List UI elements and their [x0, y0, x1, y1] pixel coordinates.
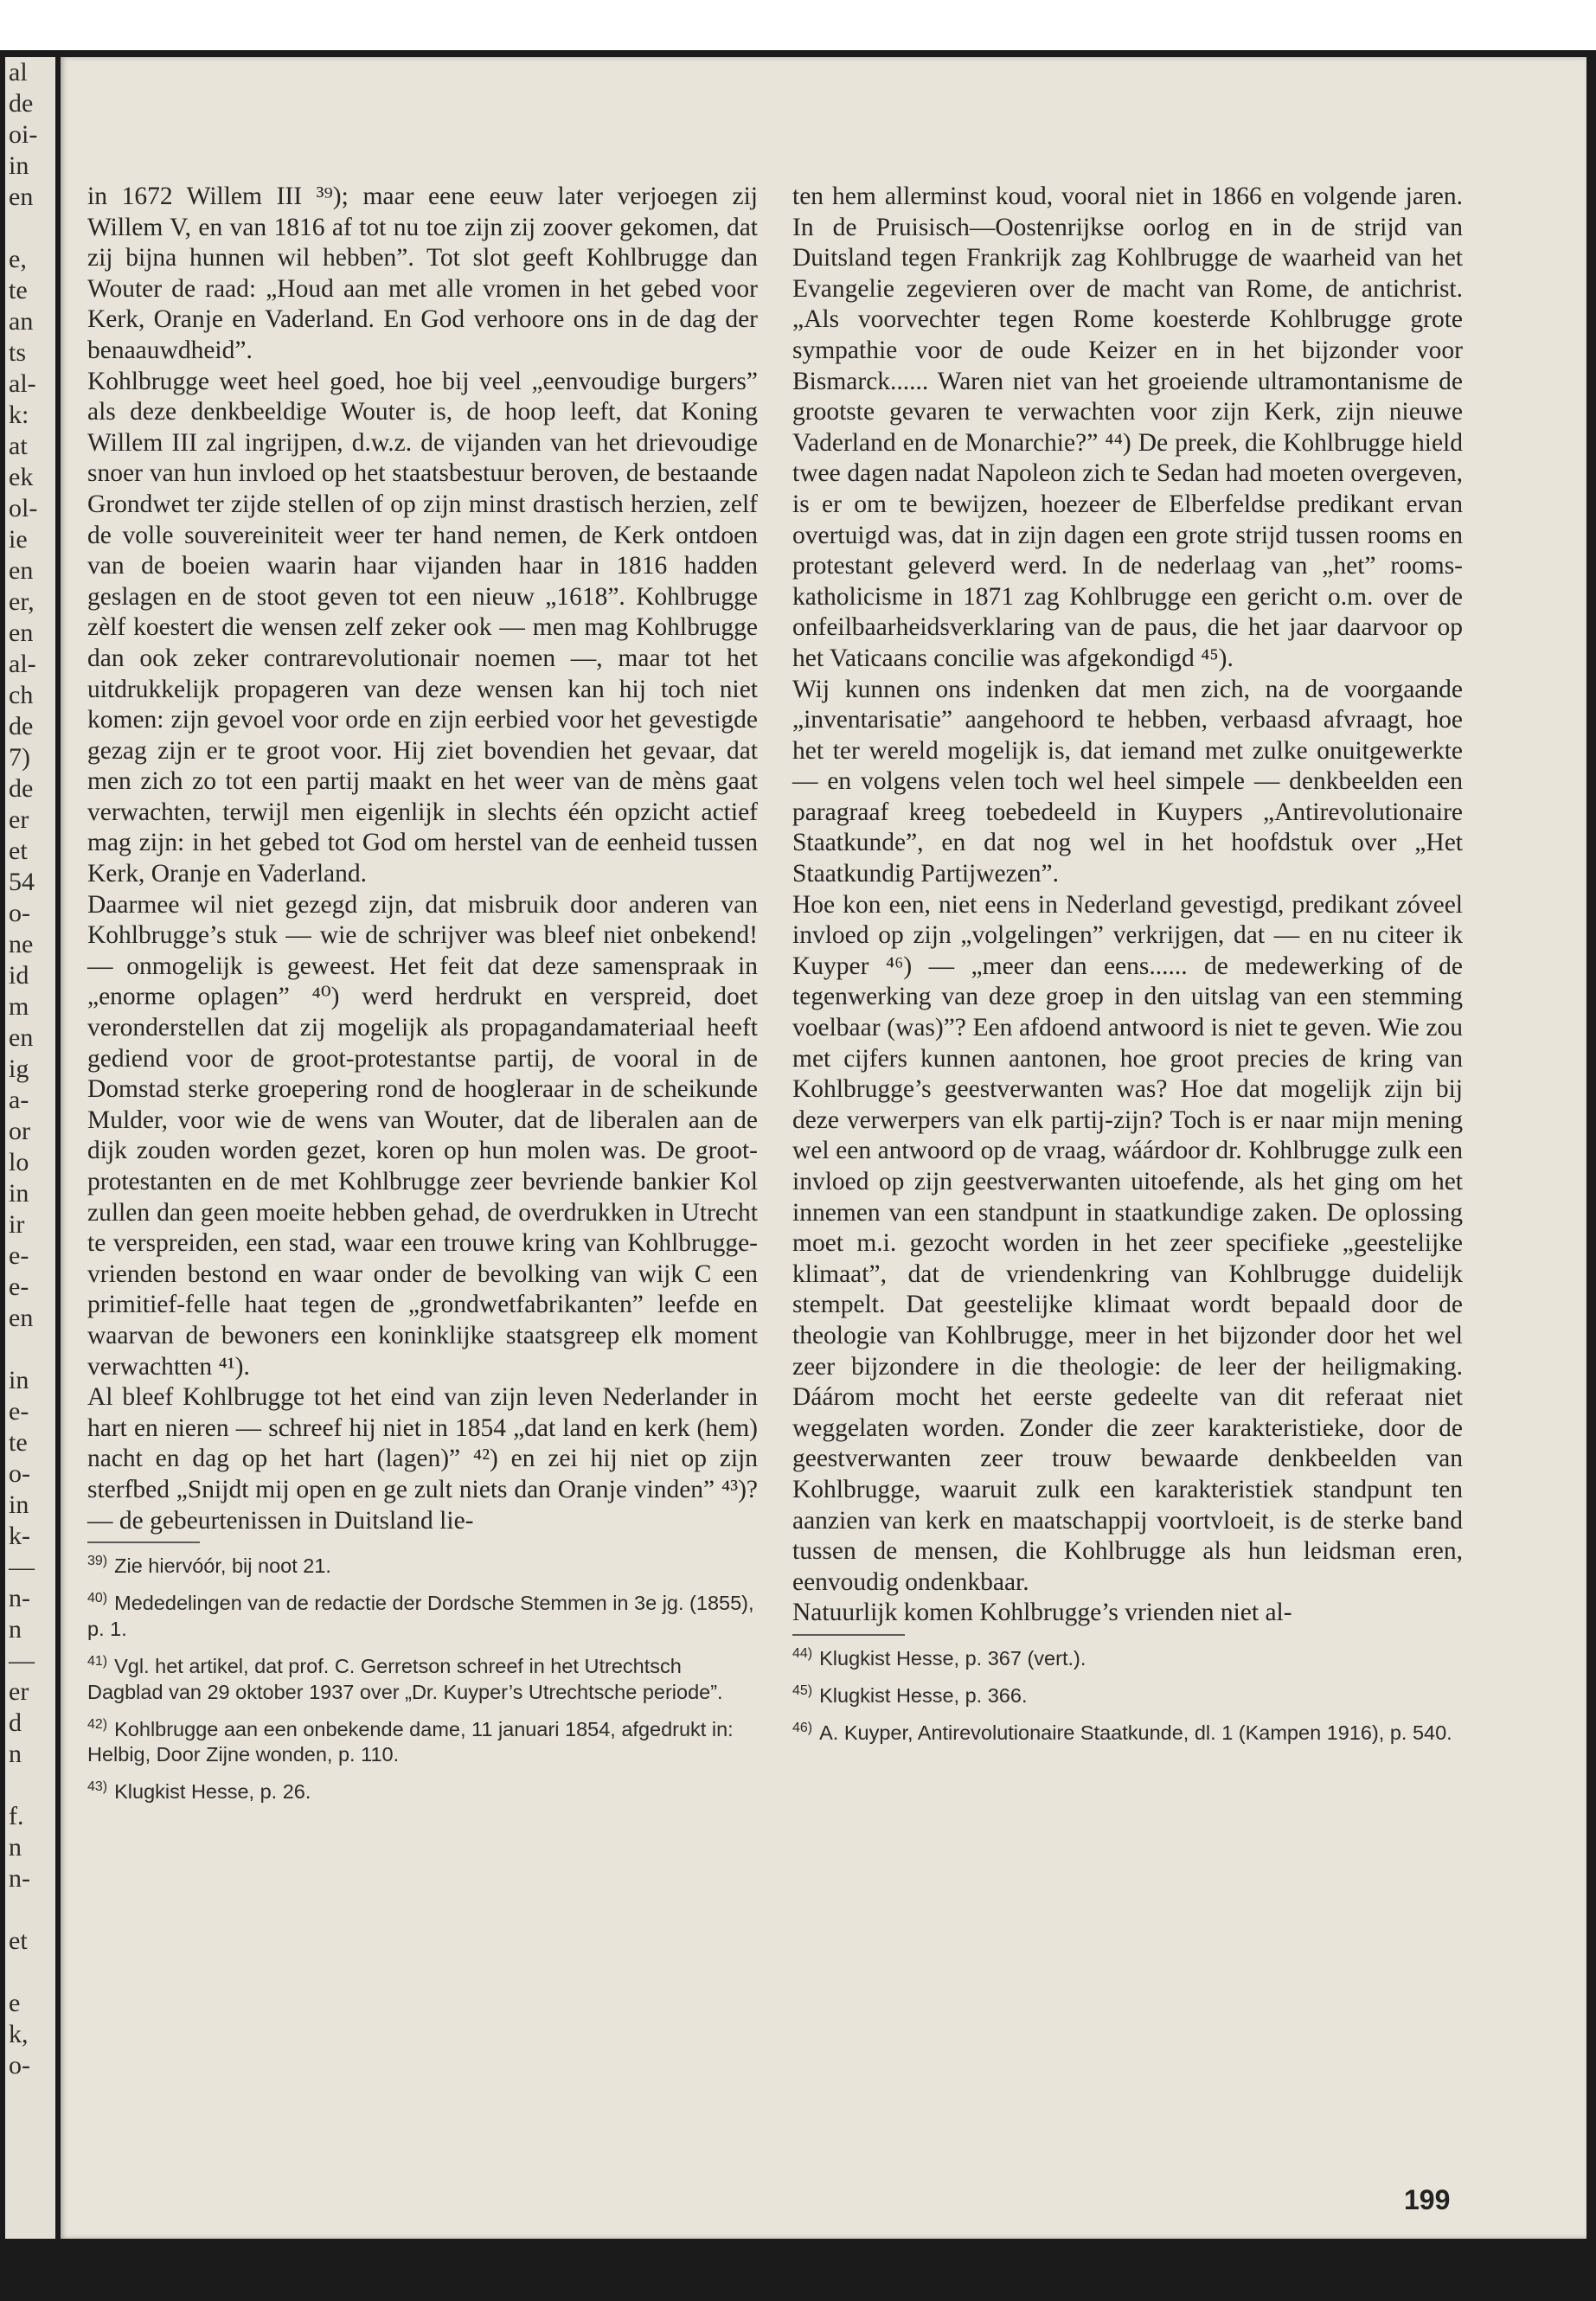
previous-page-fragment: ie	[9, 525, 28, 554]
previous-page-fragment: in	[9, 151, 29, 180]
previous-page-fragment: en	[9, 183, 34, 211]
previous-page-fragment: an	[9, 307, 34, 336]
previous-page-fragment: a-	[9, 1086, 29, 1114]
previous-page-fragment: ne	[9, 930, 34, 958]
footnote-44	[792, 1641, 1463, 1671]
footnote-text: Vgl. het artikel, dat prof. C. Gerretson schreef in het Utrechtsch Dagblad van 29 oktober 1937 over „Dr. Kuyper’s Utrechtsche periode”.	[87, 1654, 723, 1703]
footnote-number: 41)	[87, 1653, 108, 1669]
footnote-42	[87, 1712, 758, 1768]
previous-page-fragment: k,	[9, 2020, 29, 2048]
previous-page-fragment: n	[9, 1740, 22, 1768]
previous-page-fragment: e-	[9, 1272, 29, 1301]
page-number: 199	[1404, 2184, 1451, 2215]
right-column	[792, 182, 1463, 1752]
previous-page-fragment: al-	[9, 650, 36, 678]
footnote-text: A. Kuyper, Antirevolutionaire Staatkunde, dl. 1 (Kampen 1916), p. 540.	[819, 1721, 1452, 1744]
previous-page-fragment: en	[9, 556, 34, 585]
book-page	[61, 57, 1586, 2239]
footnote-39	[87, 1548, 758, 1579]
previous-page-fragment: o-	[9, 1459, 30, 1488]
previous-page-fragment: in	[9, 1490, 29, 1519]
previous-page-fragment: d	[9, 1708, 22, 1737]
previous-page-fragment: e	[9, 1989, 21, 2017]
footnote-text: Klugkist Hesse, p. 367 (vert.).	[819, 1646, 1086, 1670]
right-paragraph-3: Hoe kon een, niet eens in Nederland gevestigd, predikant zóveel invloed op zijn „volgelingen” verkrijgen, dat — en nu citeer ik Kuyper ⁴⁶) — „meer dan eens...... de medewerking of de tegenwerking van deze groep in den uitslag van een stemming voelbaar (was)”? Een afdoend antwoord is niet te geven. Wie zou met cijfers kunnen aantonen, hoe groot precies de kring van Kohlbrugge’s geestverwanten was? Hoe dat mogelijk zijn bij deze verwerpers van elk partij-zijn? Toch is er naar mijn mening wel een antwoord op de vraag, wáárdoor dr. Kohlbrugge zulk een invloed op zijn geestverwanten uitoefende, als het ging om het innemen van een standpunt in staatkundige zaken. De oplossing moet m.i. gezocht worden in het zeer specifieke „geestelijke klimaat”, dat de vriendenkring van Kohlbrugge duidelijk stempelt. Dat geestelijke klimaat wordt bepaald door de theologie van Kohlbrugge, meer in het bijzonder door het wel zeer bijzondere in die theologie: de leer der heiligmaking. Dáárom mocht het eerste gedeelte van dit referaat niet weggelaten worden. Zonder die zeer karakteristieke, door de geestverwanten zeer trouw bewaarde denkbeelden van Kohlbrugge, waaruit zulk een karakteristiek standpunt ten aanzien van kerk en maatschappij voortvloeit, is de sterke band tussen de mensen, die Kohlbrugge als hun leidsman eren, eenvoudig ondenkbaar.	[792, 890, 1463, 1596]
previous-page-fragment: et	[9, 1926, 28, 1955]
previous-page-fragment: de	[9, 712, 34, 740]
footnote-number: 39)	[87, 1554, 108, 1569]
left-paragraph-3: Daarmee wil niet gezegd zijn, dat misbruik door anderen van Kohlbrugge’s stuk — wie de schrijver was bleef niet onbekend! — onmogelijk is geweest. Het feit dat deze samenspraak in „enorme oplagen” ⁴⁰) werd herdrukt en verspreid, doet veronderstellen dat zij mogelijk als propagandamateriaal heeft gediend voor de groot-protestantse partij, de vooral in de Domstad sterke groepering rond de hoogleraar in de scheikunde Mulder, voor wie de wens van Wouter, dat de liberalen aan de dijk zouden worden gezet, koren op hun molen was. De groot-protestanten en de met Kohlbrugge zeer bevriende bankier Kol zullen dan geen moeite hebben gehad, de overdrukken in Utrecht te verspreiden, een stad, waar een trouwe kring van Kohlbrugge-vrienden bestond en waar onder de bevolking van wijk C een primitief-felle haat tegen de „grondwetfabrikanten” leefde en waarvan de bewoners een koninklijke staatsgreep elk moment verwachtten ⁴¹).	[87, 890, 758, 1381]
previous-page-fragment: k-	[9, 1522, 30, 1550]
footnote-text: Mededelingen van de redactie der Dordsche Stemmen in 3e jg. (1855), p. 1.	[87, 1591, 754, 1640]
previous-page-fragment: te	[9, 1428, 28, 1457]
previous-page-fragment: er,	[9, 587, 35, 616]
previous-page-fragment	[5, 1334, 55, 1365]
previous-page-fragment	[5, 1894, 55, 1926]
previous-page-fragment: n	[9, 1615, 22, 1644]
previous-page-fragment: oi-	[9, 120, 38, 149]
footnote-45	[792, 1678, 1463, 1708]
previous-page-fragment: in	[9, 1366, 29, 1394]
previous-page-fragment: at	[9, 432, 28, 460]
previous-page-fragment: en	[9, 619, 34, 647]
previous-page-fragment: 54	[9, 868, 35, 896]
footnote-number: 40)	[87, 1590, 108, 1606]
previous-page-fragment: n	[9, 1833, 22, 1862]
previous-page-fragment: n-	[9, 1584, 30, 1612]
previous-page-fragment: ig	[9, 1054, 29, 1083]
footnote-number: 46)	[792, 1720, 813, 1735]
previous-page-fragment: ch	[9, 681, 34, 709]
previous-page-edge	[5, 57, 55, 2239]
previous-page-fragment: o-	[9, 899, 30, 927]
previous-page-fragment: et	[9, 836, 28, 865]
previous-page-fragment: in	[9, 1179, 29, 1208]
previous-page-fragment: ek	[9, 463, 34, 491]
footnote-46	[792, 1715, 1463, 1746]
previous-page-fragment: e-	[9, 1397, 29, 1426]
footnote-text: Zie hiervóór, bij noot 21.	[114, 1554, 331, 1577]
previous-page-fragment: te	[9, 276, 28, 304]
previous-page-fragment: ts	[9, 338, 27, 367]
footnote-text: Kohlbrugge aan een onbekende dame, 11 januari 1854, afgedrukt in: Helbig, Door Zijne wonden, p. 110.	[87, 1717, 734, 1766]
right-paragraph-2: Wij kunnen ons indenken dat men zich, na de voorgaande „inventarisatie” aangehoord te hebben, verbaasd afvraagt, hoe het ter wereld mogelijk is, dat iemand met zulke onuitgewerkte — en volgens velen toch wel heel simpele — denkbeelden een paragraaf kreeg toebedeeld in Kuypers „Antirevolutionaire Staatkunde”, en dat nog wel in het hoofdstuk over „Het Staatkundig Partijwezen”.	[792, 675, 1463, 888]
previous-page-fragment: er	[9, 1677, 29, 1706]
right-paragraph-4: Natuurlijk komen Kohlbrugge’s vrienden niet al-	[792, 1599, 1292, 1627]
previous-page-fragment: al-	[9, 369, 36, 398]
footnote-text: Klugkist Hesse, p. 366.	[819, 1683, 1028, 1707]
previous-page-fragment: n-	[9, 1864, 30, 1893]
previous-page-fragment: e,	[9, 245, 27, 273]
left-paragraph-4: Al bleef Kohlbrugge tot het eind van zijn leven Nederlander in hart en nieren — schreef hij niet in 1854 „dat land en kerk (hem) nacht en dag op het hart (lagen)” ⁴²) en zei hij niet op zijn sterfbed „Snijdt mij open en ge zult niets dan Oranje vinden” ⁴³)? — de gebeurtenissen in Duitsland lie-	[87, 1383, 758, 1535]
previous-page-fragment: —	[9, 1646, 35, 1675]
previous-page-fragment: de	[9, 774, 34, 803]
previous-page-fragment: lo	[9, 1148, 29, 1176]
previous-page-fragment: er	[9, 805, 29, 834]
left-paragraph-1: in 1672 Willem III ³⁹); maar eene eeuw later verjoegen zij Willem V, en van 1816 af tot nu toe zijn zij zoover gekomen, dat zij bijna hunnen wil hebben”. Tot slot geeft Kohlbrugge dan Wouter de raad: „Houd aan met alle vromen in het gebed voor Kerk, Oranje en Vaderland. En God verhoore ons in de dag der benaauwdheid”.	[87, 183, 758, 364]
footnote-43	[87, 1774, 758, 1804]
footnote-number: 42)	[87, 1716, 108, 1732]
footnote-41	[87, 1649, 758, 1705]
previous-page-fragment: id	[9, 961, 29, 990]
previous-page-fragment: 7)	[9, 743, 30, 772]
left-paragraph-2: Kohlbrugge weet heel goed, hoe bij veel „eenvoudige burgers” als deze denkbeeldige Wouter is, de hoop leeft, dat Koning Willem III zal ingrijpen, d.w.z. de vijanden van het drievoudige snoer van hun invloed op het staatsbestuur beroven, de bestaande Grondwet ter zijde stellen of op zijn minst drastisch herzien, zelf de volle souvereiniteit weer ter hand nemen, de Kerk ontdoen van de boeien waarin haar vijanden haar in 1816 hadden geslagen en de stoot geven tot een nieuw „1618”. Kohlbrugge zèlf koestert die wensen zelf zeker ook — men mag Kohlbrugge dan ook zeker contrarevolutionair noemen —, maar tot het uitdrukkelijk propageren van deze wensen kan hij toch niet komen: zijn gevoel voor orde en zijn eerbied voor het gevestigde gezag zijn er te groot voor. Hij ziet bovendien het gevaar, dat men zich zo tot een partij maakt en het weer van de mèns gaat verwachten, terwijl men eigenlijk in slechts één opzicht actief mag zijn: in het gebed tot God om herstel van de eenheid tussen Kerk, Oranje en Vaderland.	[87, 367, 758, 888]
previous-page-fragment: al	[9, 58, 28, 87]
previous-page-fragment: k:	[9, 401, 29, 429]
previous-page-fragment: en	[9, 1023, 34, 1052]
right-paragraph-1: ten hem allerminst koud, vooral niet in 1866 en volgende jaren. In de Pruisisch—Oostenrijkse oorlog en in de strijd van Duitsland tegen Frankrijk zag Kohlbrugge de waarheid van het Evangelie zegevieren over de macht van Rome, de antichrist. „Als voorvechter tegen Rome koesterde Kohlbrugge grote sympathie voor de oude Keizer en in het bijzonder voor Bismarck...... Waren niet van het groeiende ultramontanisme de grootste gevaren te verwachten voor zijn Kerk, zijn nieuwe Vaderland en de Monarchie?” ⁴⁴) De preek, die Kohlbrugge hield twee dagen nadat Napoleon zich te Sedan had moeten overgeven, is er om te bewijzen, hoezeer de Elberfeldse predikant ervan overtuigd was, dat in zijn dagen een grote strijd tussen rooms en protestant geleverd werd. In de nederlaag van „het” rooms-katholicisme in 1871 zag Kohlbrugge een gericht o.m. over de onfeilbaarheidsverklaring van de paus, die het jaar daarvoor op het Vaticaans concilie was afgekondigd ⁴⁵).	[792, 183, 1463, 672]
previous-page-fragment: m	[9, 992, 29, 1021]
footnote-number: 43)	[87, 1779, 108, 1795]
previous-page-fragment: ir	[9, 1210, 25, 1239]
previous-page-fragment: f.	[9, 1802, 24, 1830]
footnote-rule	[87, 1541, 200, 1543]
previous-page-fragment: or	[9, 1117, 30, 1145]
scan-top-margin	[0, 0, 1596, 50]
previous-page-fragment: o-	[9, 2051, 30, 2080]
footnote-rule	[792, 1634, 905, 1636]
previous-page-fragment: en	[9, 1304, 34, 1332]
left-column	[87, 182, 758, 1811]
previous-page-fragment	[5, 1770, 55, 1801]
previous-page-fragment: ol-	[9, 494, 38, 522]
footnote-40	[87, 1586, 758, 1642]
footnote-text: Klugkist Hesse, p. 26.	[114, 1780, 311, 1804]
previous-page-fragment: —	[9, 1553, 35, 1581]
previous-page-fragment: e-	[9, 1241, 29, 1270]
previous-page-fragment	[5, 213, 55, 244]
previous-page-fragment	[5, 1957, 55, 1988]
footnote-number: 45)	[792, 1682, 813, 1698]
previous-page-fragment: de	[9, 89, 34, 118]
footnote-number: 44)	[792, 1645, 813, 1661]
